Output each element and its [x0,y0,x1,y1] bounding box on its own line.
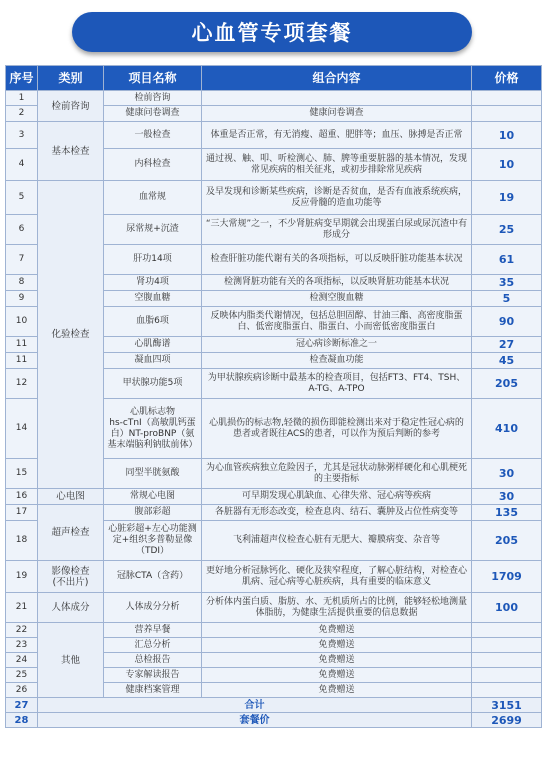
item-name: 健康问卷调查 [104,106,202,122]
item-name: 尿常规+沉渣 [104,215,202,245]
item-content: 为甲状腺疾病诊断中最基本的检查项目，包括FT3、FT4、TSH、A-TG、A-TPO [202,369,472,399]
item-price [472,91,542,106]
item-name: 专家解读报告 [104,668,202,683]
item-name: 冠脉CTA（含药） [104,561,202,593]
item-name: 人体成分分析 [104,593,202,623]
item-price: 5 [472,291,542,307]
row-no: 28 [6,713,38,728]
package-price-row [6,713,542,728]
item-price: 45 [472,353,542,369]
row-no: 5 [6,181,38,215]
item-name: 甲状腺功能5项 [104,369,202,399]
total-row [6,698,542,713]
package-price: 2699 [472,713,542,728]
title-banner [72,12,472,52]
item-price: 35 [472,275,542,291]
item-price: 25 [472,215,542,245]
item-content: 可早期发现心肌缺血、心律失常、冠心病等疾病 [202,489,472,505]
item-price: 19 [472,181,542,215]
row-no: 8 [6,275,38,291]
item-name: 健康档案管理 [104,683,202,698]
row-no: 16 [6,489,38,505]
item-price: 10 [472,122,542,149]
header-price: 价格 [472,66,542,91]
category-cell: 人体成分 [38,593,104,623]
item-content [202,91,472,106]
row-no: 23 [6,638,38,653]
item-price: 205 [472,369,542,399]
total-price: 3151 [472,698,542,713]
item-name: 汇总分析 [104,638,202,653]
row-no: 24 [6,653,38,668]
row-no: 15 [6,459,38,489]
item-content: 免费赠送 [202,653,472,668]
header-content: 组合内容 [202,66,472,91]
category-cell: 化验检查 [38,181,104,489]
table-row [6,561,542,593]
item-content: 检查凝血功能 [202,353,472,369]
item-content: 分析体内蛋白质、脂肪、水、无机质所占的比例，能够轻松地测量体脂肪，为健康生活提供重要的信息数据 [202,593,472,623]
item-name: 常规心电图 [104,489,202,505]
row-no: 4 [6,149,38,181]
item-content: “三大常规”之一，不少肾脏病变早期就会出现蛋白尿或尿沉渣中有形成分 [202,215,472,245]
item-name: 心脏彩超+左心功能测定+组织多普勒显像（TDI） [104,521,202,561]
item-content: 通过视、触、叩、听检测心、肺、脾等重要脏器的基本情况，发现常见疾病的相关征兆，或初步排除常见疾病 [202,149,472,181]
item-name: 总检报告 [104,653,202,668]
item-name: 血常规 [104,181,202,215]
row-no: 25 [6,668,38,683]
item-name: 腹部彩超 [104,505,202,521]
header-item: 项目名称 [104,66,202,91]
category-cell: 基本检查 [38,122,104,181]
category-cell: 心电图 [38,489,104,505]
item-name: 凝血四项 [104,353,202,369]
table-row [6,489,542,505]
item-content: 体重是否正常，有无消瘦、超重、肥胖等；血压、脉搏是否正常 [202,122,472,149]
item-price: 1709 [472,561,542,593]
row-no: 11 [6,353,38,369]
item-content: 冠心病诊断标准之一 [202,337,472,353]
item-price [472,106,542,122]
package-price-label: 套餐价 [38,713,472,728]
row-no: 3 [6,122,38,149]
header-category: 类别 [38,66,104,91]
item-name: 检前咨询 [104,91,202,106]
item-content: 检查肝脏功能代谢有关的各项指标，可以反映肝脏功能基本状况 [202,245,472,275]
item-price: 410 [472,399,542,459]
row-no: 9 [6,291,38,307]
item-price: 61 [472,245,542,275]
table-header-row [6,66,542,91]
item-name: 营养早餐 [104,623,202,638]
item-content: 健康问卷调查 [202,106,472,122]
item-content: 检测肾脏功能有关的各项指标，以反映肾脏功能基本状况 [202,275,472,291]
table-row [6,593,542,623]
row-no: 6 [6,215,38,245]
item-name: 血脂6项 [104,307,202,337]
item-price [472,668,542,683]
item-price [472,653,542,668]
item-name: 一般检查 [104,122,202,149]
item-content: 免费赠送 [202,638,472,653]
table-row [6,122,542,149]
item-content: 为心血管疾病独立危险因子，尤其是冠状动脉粥样硬化和心肌梗死的主要指标 [202,459,472,489]
item-price: 27 [472,337,542,353]
category-cell: 其他 [38,623,104,698]
item-content: 飞利浦超声仪检查心脏有无肥大、瓣膜病变、杂音等 [202,521,472,561]
item-price: 90 [472,307,542,337]
row-no: 11 [6,337,38,353]
item-price: 100 [472,593,542,623]
item-price [472,638,542,653]
row-no: 17 [6,505,38,521]
row-no: 14 [6,399,38,459]
row-no: 10 [6,307,38,337]
category-cell: 影像检查 (不出片) [38,561,104,593]
row-no: 19 [6,561,38,593]
total-label: 合计 [38,698,472,713]
item-price [472,683,542,698]
table-row [6,505,542,521]
item-name: 肝功14项 [104,245,202,275]
item-price: 30 [472,489,542,505]
item-price: 30 [472,459,542,489]
item-name: 心肌标志物 hs-cTnI（高敏肌钙蛋白）NT-proBNP（氨基末端脑利钠肽前体） [104,399,202,459]
item-price [472,623,542,638]
item-content: 反映体内脂类代谢情况，包括总胆固醇、甘油三酯、高密度脂蛋白、低密度脂蛋白、脂蛋白、小而密低密度脂蛋白 [202,307,472,337]
item-name: 空腹血糖 [104,291,202,307]
row-no: 7 [6,245,38,275]
item-name: 同型半胱氨酸 [104,459,202,489]
row-no: 21 [6,593,38,623]
item-content: 检测空腹血糖 [202,291,472,307]
row-no: 18 [6,521,38,561]
item-content: 各脏器有无形态改变，检查息肉、结石、囊肿及占位性病变等 [202,505,472,521]
table-row [6,181,542,215]
item-content: 免费赠送 [202,668,472,683]
item-content: 免费赠送 [202,683,472,698]
row-no: 27 [6,698,38,713]
item-name: 心肌酶谱 [104,337,202,353]
row-no: 12 [6,369,38,399]
header-no: 序号 [6,66,38,91]
item-price: 10 [472,149,542,181]
category-cell: 检前咨询 [38,91,104,122]
item-name: 肾功4项 [104,275,202,291]
item-content: 及早发现和诊断某些疾病，诊断是否贫血，是否有血液系统疾病，反应骨髓的造血功能等 [202,181,472,215]
page-title: 心血管专项套餐 [191,21,353,45]
item-content: 更好地分析冠脉钙化、硬化及狭窄程度，了解心脏结构，对检查心肌病、冠心病等心脏疾病，具有重要的临床意义 [202,561,472,593]
item-name: 内科检查 [104,149,202,181]
item-content: 心肌损伤的标志物,轻微的损伤即能检测出来对于稳定性冠心病的患者或者既往ACS的患者，可以作为预后判断的参考 [202,399,472,459]
row-no: 1 [6,91,38,106]
table-row [6,623,542,638]
row-no: 2 [6,106,38,122]
item-price: 135 [472,505,542,521]
package-table [5,65,542,728]
row-no: 26 [6,683,38,698]
item-price: 205 [472,521,542,561]
table-row [6,91,542,106]
category-cell: 超声检查 [38,505,104,561]
row-no: 22 [6,623,38,638]
item-content: 免费赠送 [202,623,472,638]
